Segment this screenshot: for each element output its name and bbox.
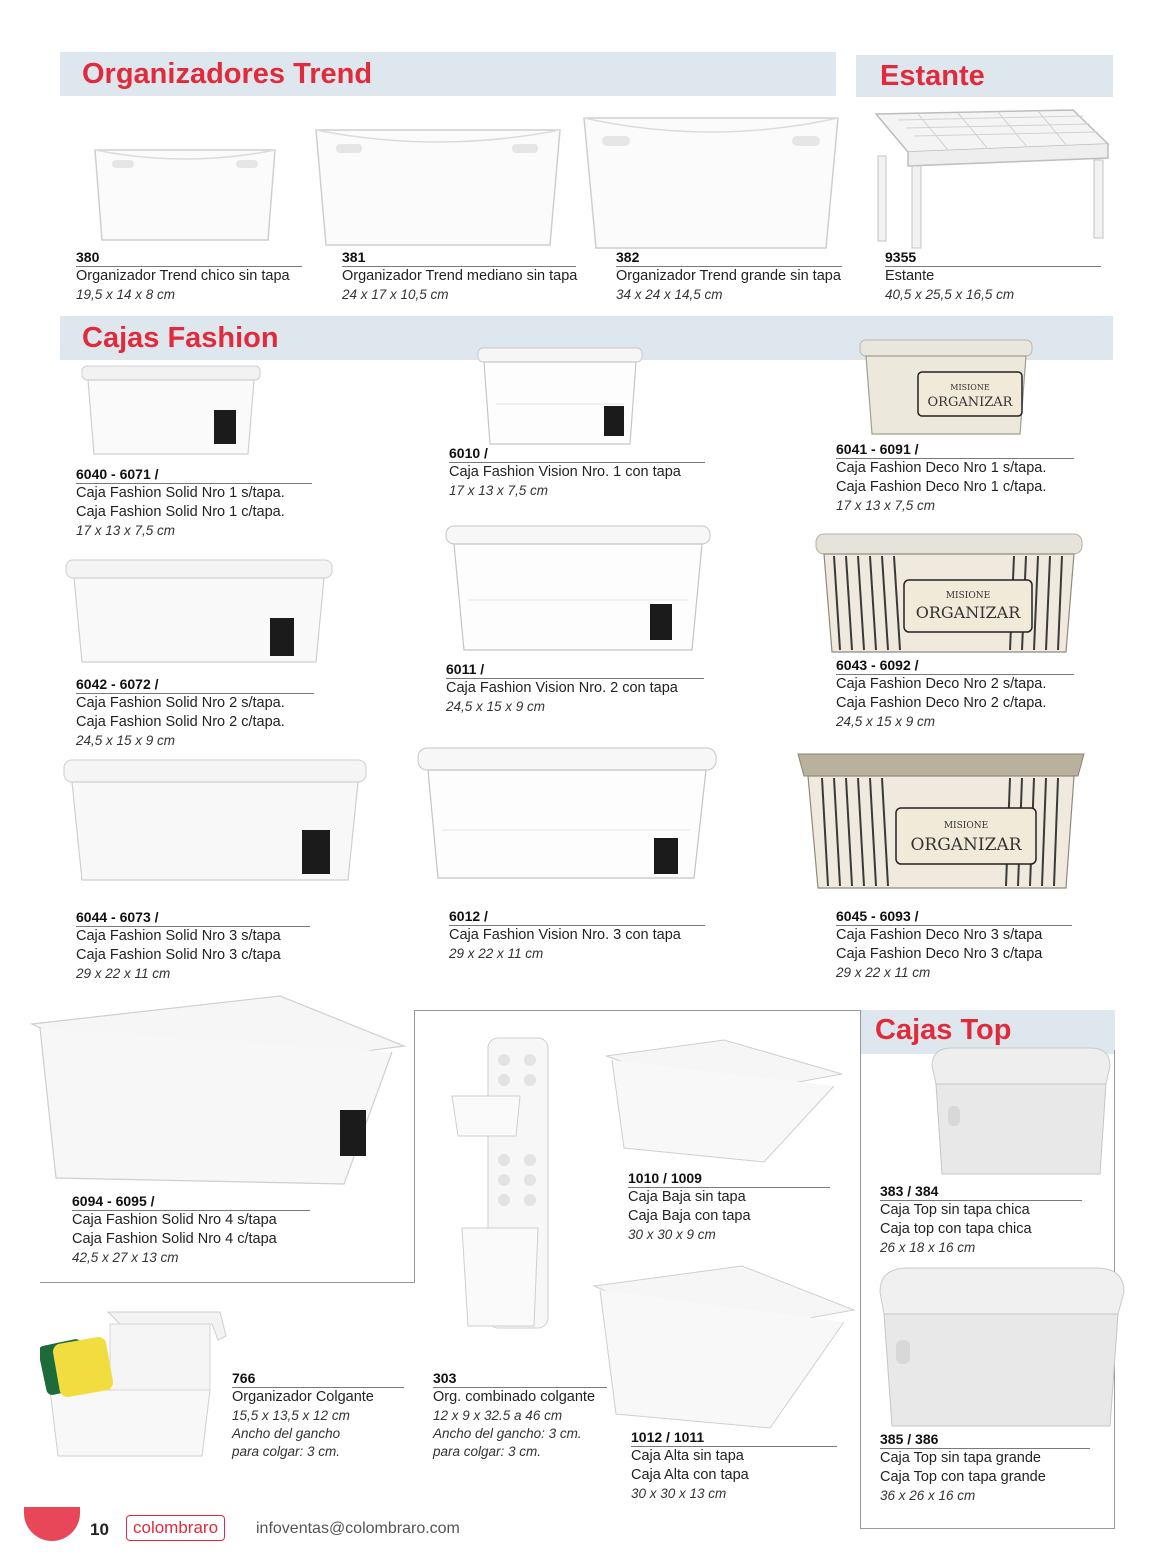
product-381 <box>342 249 576 304</box>
product-6012 <box>449 908 705 963</box>
product-code: 303 <box>433 1370 607 1388</box>
product-code: 381 <box>342 249 576 267</box>
product-code: 1012 / 1011 <box>631 1429 837 1447</box>
product-code: 383 / 384 <box>880 1183 1082 1201</box>
product-dim: 17 x 13 x 7,5 cm <box>76 523 176 538</box>
product-code: 6045 - 6093 / <box>836 908 1072 926</box>
frame-line <box>860 1528 1115 1529</box>
deco-label-small: MISIONE <box>950 383 990 392</box>
product-code: 6043 - 6092 / <box>836 657 1074 675</box>
product-desc: Caja Alta sin tapa <box>631 1448 744 1464</box>
frame-line <box>40 1282 415 1283</box>
product-1010 <box>628 1170 830 1244</box>
product-desc: Organizador Trend mediano sin tapa <box>342 268 578 284</box>
product-6010 <box>449 445 705 500</box>
product-6011 <box>446 661 704 716</box>
fashion-deco-2-image <box>814 530 1084 656</box>
product-dim: 26 x 18 x 16 cm <box>880 1240 976 1255</box>
product-desc: Estante <box>885 268 935 284</box>
product-dim: 29 x 22 x 11 cm <box>76 966 171 981</box>
product-desc: Caja Fashion Solid Nro 2 s/tapa. <box>76 695 285 711</box>
product-dim: 42,5 x 27 x 13 cm <box>72 1250 179 1265</box>
section-title-trend: Organizadores Trend <box>82 58 373 90</box>
product-desc: Caja Top sin tapa grande <box>880 1450 1041 1466</box>
product-dim: Ancho del gancho: 3 cm. <box>433 1426 582 1441</box>
fashion-vision-3-image <box>416 742 718 882</box>
product-dim: 24,5 x 15 x 9 cm <box>446 699 546 714</box>
deco-label-big: ORGANIZAR <box>927 395 1013 410</box>
product-code: 766 <box>232 1370 404 1388</box>
product-dim: 24 x 17 x 10,5 cm <box>342 287 449 302</box>
product-desc: Caja Fashion Solid Nro 1 c/tapa. <box>76 504 285 520</box>
page-number: 10 <box>90 1520 109 1539</box>
product-code: 1010 / 1009 <box>628 1170 830 1188</box>
product-desc: Caja Top sin tapa chica <box>880 1202 1030 1218</box>
product-desc: Organizador Colgante <box>232 1389 374 1405</box>
product-code: 382 <box>616 249 842 267</box>
product-desc: Caja Fashion Vision Nro. 2 con tapa <box>446 680 678 696</box>
brand-logo: colombraro <box>126 1515 225 1541</box>
product-dim: Ancho del gancho <box>232 1426 341 1441</box>
deco-label-big: ORGANIZAR <box>910 835 1022 855</box>
shelf-image <box>868 106 1113 251</box>
product-dim: 30 x 30 x 9 cm <box>628 1227 716 1242</box>
frame-line <box>414 1010 415 1282</box>
product-desc: Caja Baja con tapa <box>628 1208 751 1224</box>
fashion-vision-2-image <box>444 520 712 656</box>
product-desc: Organizador Trend grande sin tapa <box>616 268 841 284</box>
product-desc: Caja Fashion Solid Nro 3 c/tapa <box>76 947 281 963</box>
product-1012 <box>631 1429 837 1503</box>
product-code: 6010 / <box>449 445 705 463</box>
product-desc: Caja Baja sin tapa <box>628 1189 746 1205</box>
product-code: 385 / 386 <box>880 1431 1090 1449</box>
fashion-deco-3-image <box>796 746 1086 892</box>
product-9355 <box>885 249 1101 304</box>
product-dim: 15,5 x 13,5 x 12 cm <box>232 1408 350 1423</box>
product-desc: Caja Fashion Deco Nro 3 c/tapa <box>836 946 1043 962</box>
product-6040 <box>76 466 312 540</box>
section-title-estante: Estante <box>880 60 985 92</box>
product-code: 6040 - 6071 / <box>76 466 312 484</box>
product-dim: 17 x 13 x 7,5 cm <box>836 498 936 513</box>
product-303 <box>433 1370 607 1461</box>
product-dim: 29 x 22 x 11 cm <box>449 946 544 961</box>
product-dim: 24,5 x 15 x 9 cm <box>76 733 176 748</box>
product-6094 <box>72 1193 310 1267</box>
deco-label-big: ORGANIZAR <box>915 603 1021 622</box>
hanging-combined-organizer-image <box>450 1036 580 1336</box>
product-dim: para colgar: 3 cm. <box>433 1444 542 1459</box>
caja-top-small-image <box>928 1044 1114 1178</box>
section-title-fashion: Cajas Fashion <box>82 322 279 354</box>
product-desc: Organizador Trend chico sin tapa <box>76 268 290 284</box>
product-code: 6044 - 6073 / <box>76 909 310 927</box>
product-code: 380 <box>76 249 302 267</box>
product-desc: Caja Top con tapa grande <box>880 1469 1046 1485</box>
caja-top-large-image <box>874 1264 1132 1430</box>
product-desc: Caja Fashion Solid Nro 4 c/tapa <box>72 1231 277 1247</box>
product-code: 6011 / <box>446 661 704 679</box>
product-6044 <box>76 909 310 983</box>
product-code: 9355 <box>885 249 1101 267</box>
product-desc: Org. combinado colgante <box>433 1389 596 1405</box>
product-desc: Caja Fashion Deco Nro 2 s/tapa. <box>836 676 1047 692</box>
caja-alta-image <box>592 1264 856 1432</box>
product-383 <box>880 1183 1082 1257</box>
product-desc: Caja Fashion Vision Nro. 3 con tapa <box>449 927 681 943</box>
product-6042 <box>76 676 314 750</box>
deco-label-small: MISIONE <box>943 821 989 831</box>
trend-organizer-large-image <box>580 110 842 252</box>
product-dim: 24,5 x 15 x 9 cm <box>836 714 936 729</box>
frame-line <box>414 1010 860 1011</box>
product-desc: Caja Fashion Vision Nro. 1 con tapa <box>449 464 681 480</box>
product-desc: Caja top con tapa chica <box>880 1221 1032 1237</box>
product-desc: Caja Fashion Solid Nro 1 s/tapa. <box>76 485 285 501</box>
product-code: 6042 - 6072 / <box>76 676 314 694</box>
product-382 <box>616 249 842 304</box>
fashion-vision-1-image <box>476 344 644 448</box>
product-385 <box>880 1431 1090 1505</box>
trend-organizer-small-image <box>90 140 280 245</box>
product-dim: 36 x 26 x 16 cm <box>880 1488 976 1503</box>
trend-organizer-medium-image <box>312 120 564 250</box>
section-title-top: Cajas Top <box>875 1014 1012 1046</box>
deco-label-small: MISIONE <box>945 591 991 601</box>
frame-line <box>860 1010 861 1528</box>
contact-email[interactable]: infoventas@colombraro.com <box>256 1520 460 1537</box>
product-dim: 29 x 22 x 11 cm <box>836 965 931 980</box>
product-6041 <box>836 441 1074 515</box>
product-desc: Caja Fashion Deco Nro 3 s/tapa <box>836 927 1043 943</box>
product-dim: 12 x 9 x 32.5 a 46 cm <box>433 1408 563 1423</box>
product-380 <box>76 249 302 304</box>
product-dim: 19,5 x 14 x 8 cm <box>76 287 176 302</box>
product-code: 6094 - 6095 / <box>72 1193 310 1211</box>
caja-baja-image <box>604 1038 844 1166</box>
product-766 <box>232 1370 404 1461</box>
product-6045 <box>836 908 1072 982</box>
product-dim: 34 x 24 x 14,5 cm <box>616 287 723 302</box>
product-code: 6012 / <box>449 908 705 926</box>
product-6043 <box>836 657 1074 731</box>
product-desc: Caja Fashion Solid Nro 2 c/tapa. <box>76 714 285 730</box>
fashion-deco-1-image <box>858 336 1034 438</box>
fashion-solid-2-image <box>64 556 334 666</box>
product-dim: para colgar: 3 cm. <box>232 1444 341 1459</box>
product-dim: 30 x 30 x 13 cm <box>631 1486 727 1501</box>
product-desc: Caja Fashion Solid Nro 3 s/tapa <box>76 928 281 944</box>
hanging-organizer-image <box>40 1310 230 1460</box>
fashion-solid-1-image <box>80 362 262 458</box>
product-code: 6041 - 6091 / <box>836 441 1074 459</box>
product-dim: 40,5 x 25,5 x 16,5 cm <box>885 287 1015 302</box>
product-desc: Caja Fashion Deco Nro 2 c/tapa. <box>836 695 1047 711</box>
product-dim: 17 x 13 x 7,5 cm <box>449 483 549 498</box>
product-desc: Caja Fashion Deco Nro 1 c/tapa. <box>836 479 1047 495</box>
fashion-solid-4-image <box>30 994 406 1188</box>
product-desc: Caja Fashion Solid Nro 4 s/tapa <box>72 1212 277 1228</box>
page-tab <box>24 1507 80 1541</box>
product-desc: Caja Fashion Deco Nro 1 s/tapa. <box>836 460 1047 476</box>
product-desc: Caja Alta con tapa <box>631 1467 749 1483</box>
fashion-solid-3-image <box>62 756 368 884</box>
